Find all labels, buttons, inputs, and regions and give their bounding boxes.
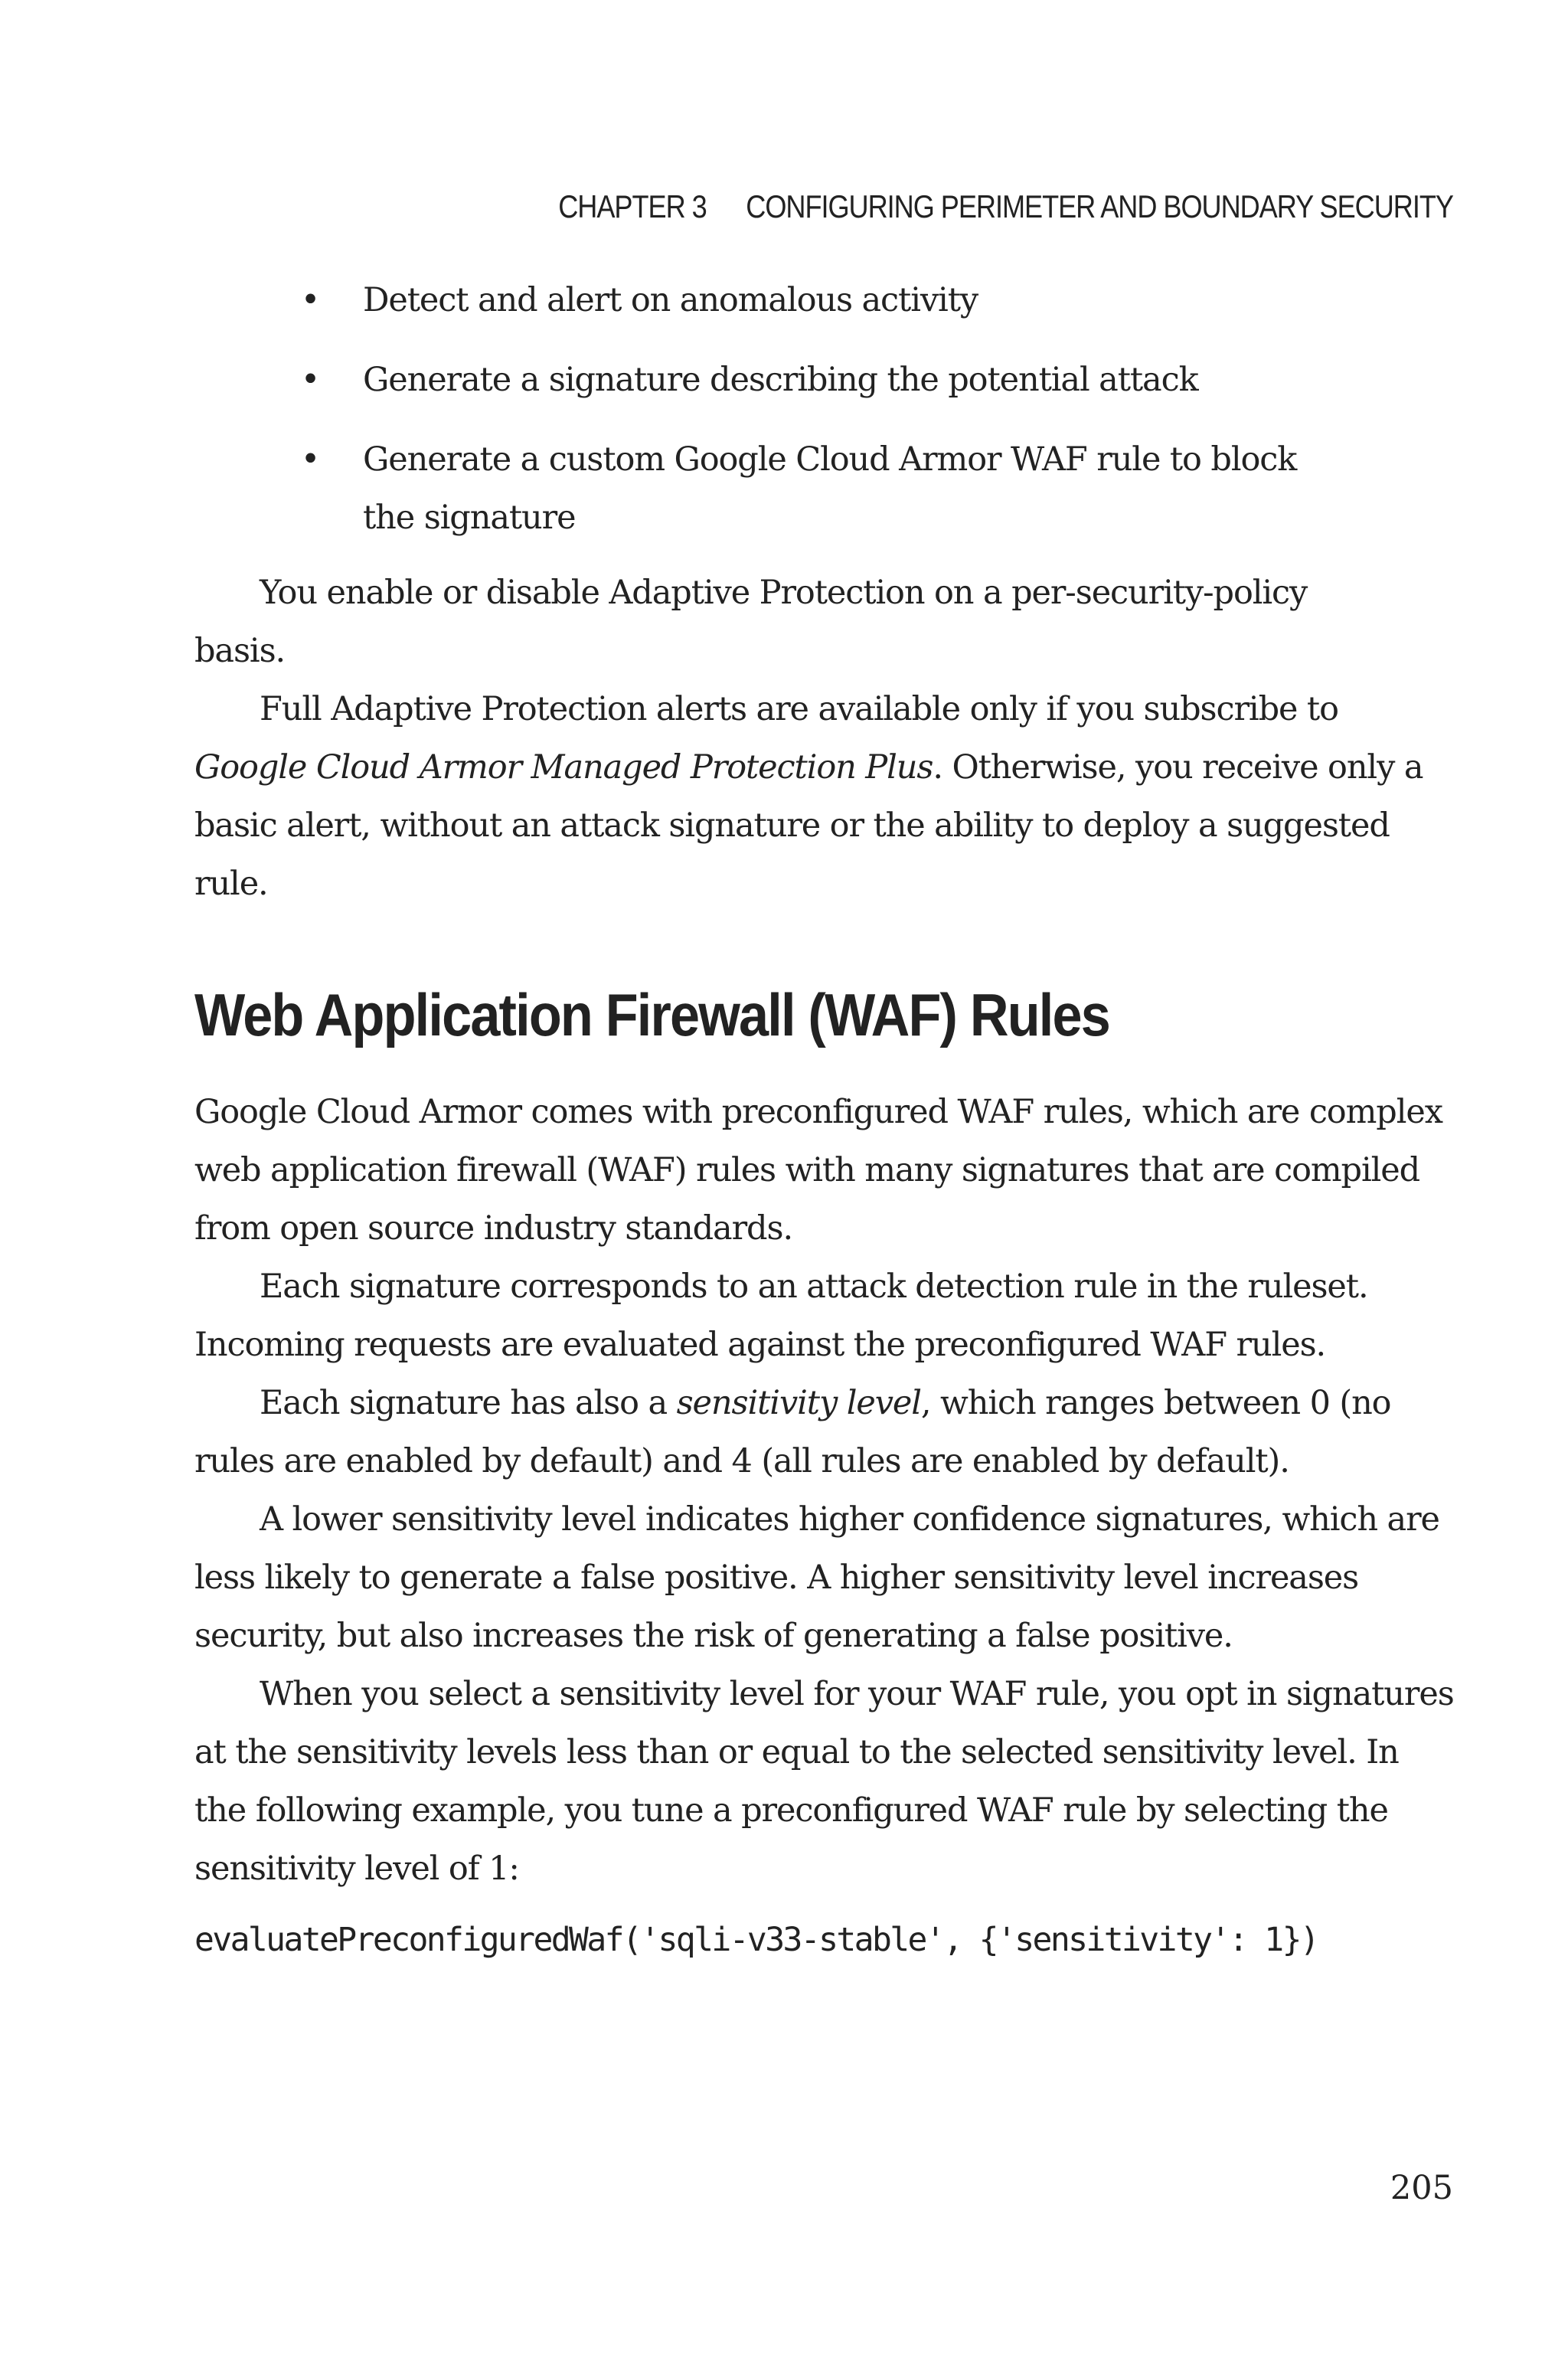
paragraph-confidence [194,1490,1458,1665]
paragraph-text: Full Adaptive Protection alerts are available only if you subscribe to [260,690,1338,728]
list-item [299,351,1370,409]
bullet-text: Detect and alert on anomalous activity [363,281,978,319]
paragraph-text: . Otherwise, you receive only a basic alert, without an attack signature or the ability to deploy a suggested rule. [194,748,1423,903]
section-prose [194,1083,1458,1898]
paragraph-text: A lower sensitivity level indicates higher confidence signatures, which are less likely to generate a false positive. A higher sensitivity level increases security, but also increases the risk of generating a false positive. [194,1500,1439,1655]
list-item [299,430,1328,547]
bullet-text: Generate a signature describing the potential attack [363,361,1198,399]
paragraph-signatures [194,1258,1458,1374]
paragraph-sensitivity-level [194,1374,1458,1490]
paragraph-text: Google Cloud Armor comes with preconfigured WAF rules, which are complex web application firewall (WAF) rules with many signatures that are compiled from open source industry standards. [194,1093,1442,1248]
paragraph-managed-protection [194,680,1458,913]
paragraph-text: , which ranges between 0 (no rules are enabled by default) and 4 (all rules are enabled by default). [194,1384,1391,1480]
paragraph-text: Each signature corresponds to an attack detection rule in the ruleset. Incoming requests are evaluated against the preconfigured WAF rules. [194,1268,1368,1364]
emphasis-term: sensitivity level [676,1384,921,1422]
chapter-number: CHAPTER 3 [558,188,707,224]
running-header [558,188,1453,225]
page-number: 205 [1390,2169,1453,2207]
paragraph-opt-in [194,1665,1458,1898]
paragraph-adaptive-toggle [194,564,1320,680]
paragraph-text: When you select a sensitivity level for your WAF rule, you opt in signatures at the sensitivity levels less than or equal to the selected sensitivity level. In the following example, you tune a preconfigured WAF rule by selecting the sensitivity level of 1: [194,1675,1454,1888]
bullet-list [299,271,1370,568]
bullet-marker: • [300,440,320,479]
list-item [299,271,1370,329]
bullet-text: Generate a custom Google Cloud Armor WAF rule to block the signature [363,440,1297,537]
paragraph-preconfigured-rules [194,1083,1458,1258]
section-heading: Web Application Firewall (WAF) Rules [194,981,1110,1048]
emphasis-product-name: Google Cloud Armor Managed Protection Plus [194,748,933,787]
intro-prose [194,564,1458,913]
paragraph-text: Each signature has also a [260,1384,677,1422]
code-example: evaluatePreconfiguredWaf('sqli-v33-stable', {'sensitivity': 1}) [194,1921,1318,1959]
bullet-marker: • [300,361,320,399]
chapter-title: CONFIGURING PERIMETER AND BOUNDARY SECURITY [746,188,1453,224]
bullet-marker: • [300,281,320,319]
paragraph-text: You enable or disable Adaptive Protection on a per-security-policy basis. [194,574,1308,670]
